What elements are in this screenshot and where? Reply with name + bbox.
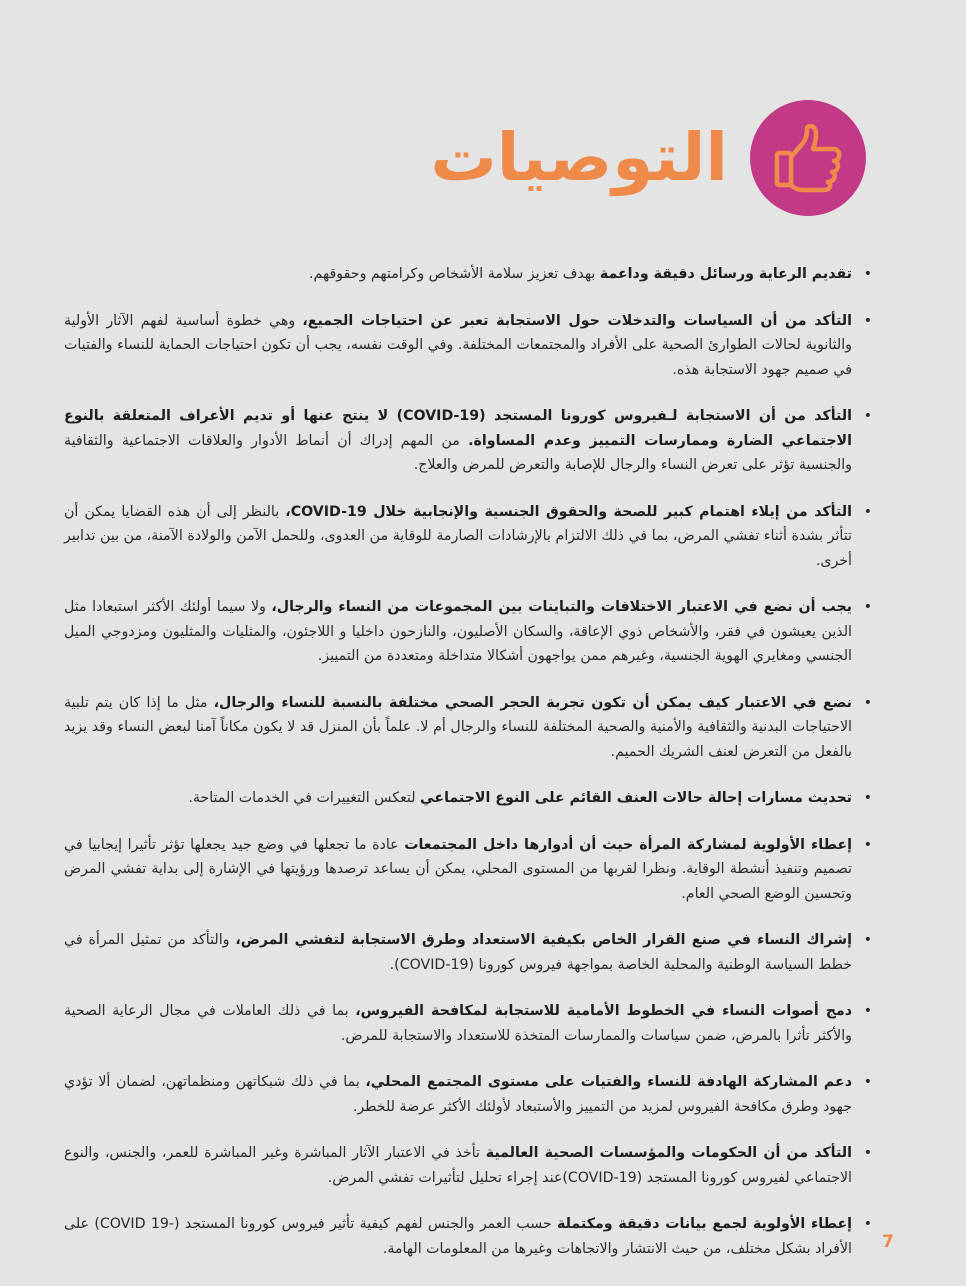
recommendation-item (64, 262, 870, 287)
recommendation-heading: التأكد من أن الحكومات والمؤسسات الصحية العالمية (485, 1145, 852, 1161)
recommendation-text: ولا سيما أولئك الأكثر استبعادا مثل الذين يعيشون في فقر، والأشخاص ذوي الإعاقة، والسكان الأصليون، والنازحون داخليا و اللاجئون، والمثليات والمثليون ومزدوجي الميل الجنسي ومغايري الهوية الجنسية، وغيرهم ممن يواجهون أشكالا متداخلة ومتعددة من التمييز. (64, 599, 852, 664)
recommendation-text: مثل ما إذا كان يتم تلبية الاحتياجات البدنية والثقافية والأمنية والصحية المختلفة للنساء والرجال أم لا. علماً بأن المنزل قد لا يكون مكاناً آمنا لبعض النساء وقد يزيد بالفعل من التعرض لعنف الشريك الحميم. (64, 694, 852, 760)
recommendation-heading: التأكد من أن السياسات والتدخلات حول الاستجابة تعبر عن احتياجات الجميع، (302, 312, 853, 329)
recommendation-item (64, 1070, 870, 1119)
recommendation-text: بالنظر إلى أن هذه القضايا يمكن أن تتأثر بشدة أثناء تفشي المرض، بما في ذلك الالتزام بالإرشادات الصارمة للوقاية من العدوى، وللحمل الآمن والولادة الآمنة، من بين تدابير أخرى. (64, 503, 852, 569)
recommendation-item (64, 786, 870, 811)
recommendation-heading: التأكد من أن الاستجابة لـفيروس كورونا المستجد (COVID-19) لا ينتج عنها أو تديم الأعراف المتعلقة بالنوع الاجتماعي الضارة وممارسات التمييز وعدم المساواة. (64, 408, 853, 449)
bullet-icon: • (863, 694, 872, 711)
recommendation-text: والتأكد من تمثيل المرأة في خطط السياسة الوطنية والمحلية الخاصة بمواجهة فيروس كورونا (COVID-19). (64, 932, 852, 973)
recommendation-item (64, 595, 870, 669)
recommendation-heading: نضع في الاعتبار كيف يمكن أن تكون تجربة الحجر الصحي مختلفة بالنسبة للنساء والرجال، (213, 694, 853, 711)
bullet-icon: • (863, 312, 872, 329)
page-title: التوصيات (430, 119, 728, 196)
bullet-icon: • (863, 1145, 872, 1161)
recommendation-item (64, 1212, 870, 1261)
recommendation-text: تأخذ في الاعتبار الآثار المباشرة وغير المباشرة للعمر، والجنس، والنوع الاجتماعي لفيروس كورونا المستجد (COVID-19)عند إجراء تحليل لتأثيرات تفشي المرض. (64, 1145, 852, 1186)
recommendation-item (64, 999, 870, 1048)
recommendation-heading: التأكد من إيلاء اهتمام كبير للصحة والحقوق الجنسية والإنجابية خلال COVID-19، (285, 503, 852, 520)
recommendation-text: بما في ذلك شبكاتهن ومنظماتهن، لضمان ألا تؤدي جهود وطرق مكافحة الفيروس لمزيد من التمييز والأستبعاد لأولئك الأكثر عرضة للخطر. (64, 1074, 852, 1115)
bullet-icon: • (863, 790, 872, 806)
page-number: 7 (882, 1232, 894, 1252)
recommendation-item (64, 691, 870, 765)
recommendation-text: لتعكس التغييرات في الخدمات المتاحة. (188, 790, 421, 806)
recommendation-text: حسب العمر والجنس لفهم كيفية تأثير فيروس كورونا المستجد (-COVID 19) على الأفراد بشكل مختلف، من حيث الانتشار والاتجاهات وغيرها من المعلومات الهامة. (64, 1216, 852, 1257)
recommendation-item (64, 928, 870, 977)
recommendation-heading: دعم المشاركة الهادفة للنساء والفتيات على مستوى المجتمع المحلي، (365, 1074, 853, 1090)
recommendations-list (64, 262, 870, 1261)
recommendation-heading: إعطاء الأولوية لمشاركة المرأة حيث أن أدوارها داخل المجتمعات (404, 836, 852, 853)
bullet-icon: • (863, 836, 872, 853)
thumbs-up-icon (769, 119, 847, 197)
recommendation-heading: تقديم الرعاية ورسائل دقيقة وداعمة (599, 266, 852, 282)
recommendation-text: بهدف تعزيز سلامة الأشخاص وكرامتهم وحقوقهم. (309, 266, 600, 282)
recommendation-heading: دمج أصوات النساء في الخطوط الأمامية للاستجابة لمكافحة الفيروس، (355, 1003, 852, 1019)
recommendations-section (64, 262, 870, 1283)
bullet-icon: • (863, 1216, 872, 1232)
bullet-icon: • (863, 599, 872, 615)
recommendation-text: عادة ما تجعلها في وضع جيد يجعلها تؤثر تأثيرا إيجابيا في تصميم وتنفيذ أنشطة الوقاية. ونظرا لقربها من المستوى المحلي، يمكن أن يساعد ترصدها ورؤيتها في الإشارة إلى بداية تفشي المرض وتحسين الوضع الصحي العام. (64, 836, 852, 902)
recommendation-item (64, 833, 870, 907)
header (430, 100, 866, 216)
recommendation-text: من المهم إدراك أن أنماط الأدوار والعلاقات الاجتماعية والثقافية والجنسية تؤثر على تعرض النساء والرجال للإصابة والتعرض للمرض والعلاج. (64, 432, 852, 473)
recommendation-heading: إشراك النساء في صنع القرار الخاص بكيفية الاستعداد وطرق الاستجابة لتفشي المرض، (235, 932, 852, 948)
bullet-icon: • (863, 932, 872, 948)
bullet-icon: • (863, 1003, 872, 1019)
recommendation-item (64, 500, 870, 574)
recommendation-item (64, 404, 870, 478)
recommendation-text: وهي خطوة أساسية لفهم الآثار الأولية والثانوية لحالات الطوارئ الصحية على الأفراد والمجتمعات المختلفة. وفي الوقت نفسه، يجب أن تكون احتياجات الحماية للنساء والفتيات في صميم جهود الاستجابة هذه. (64, 312, 852, 378)
bullet-icon: • (863, 503, 872, 520)
recommendation-item (64, 1141, 870, 1190)
recommendation-item (64, 309, 870, 383)
bullet-icon: • (863, 408, 872, 424)
recommendation-heading: تحديث مسارات إحالة حالات العنف القائم على النوع الاجتماعي (420, 790, 852, 806)
thumbs-up-badge (750, 100, 866, 216)
recommendation-text: بما في ذلك العاملات في مجال الرعاية الصحية والأكثر تأثرا بالمرض، ضمن سياسات والممارسات المتخذة للاستعداد والاستجابة للمرض. (64, 1003, 852, 1044)
recommendation-heading: يجب أن نضع في الاعتبار الاختلافات والتباينات بين المجموعات من النساء والرجال، (271, 599, 852, 615)
bullet-icon: • (863, 1074, 872, 1090)
bullet-icon: • (863, 266, 872, 282)
recommendation-heading: إعطاء الأولوية لجمع بيانات دقيقة ومكتملة (557, 1216, 852, 1232)
